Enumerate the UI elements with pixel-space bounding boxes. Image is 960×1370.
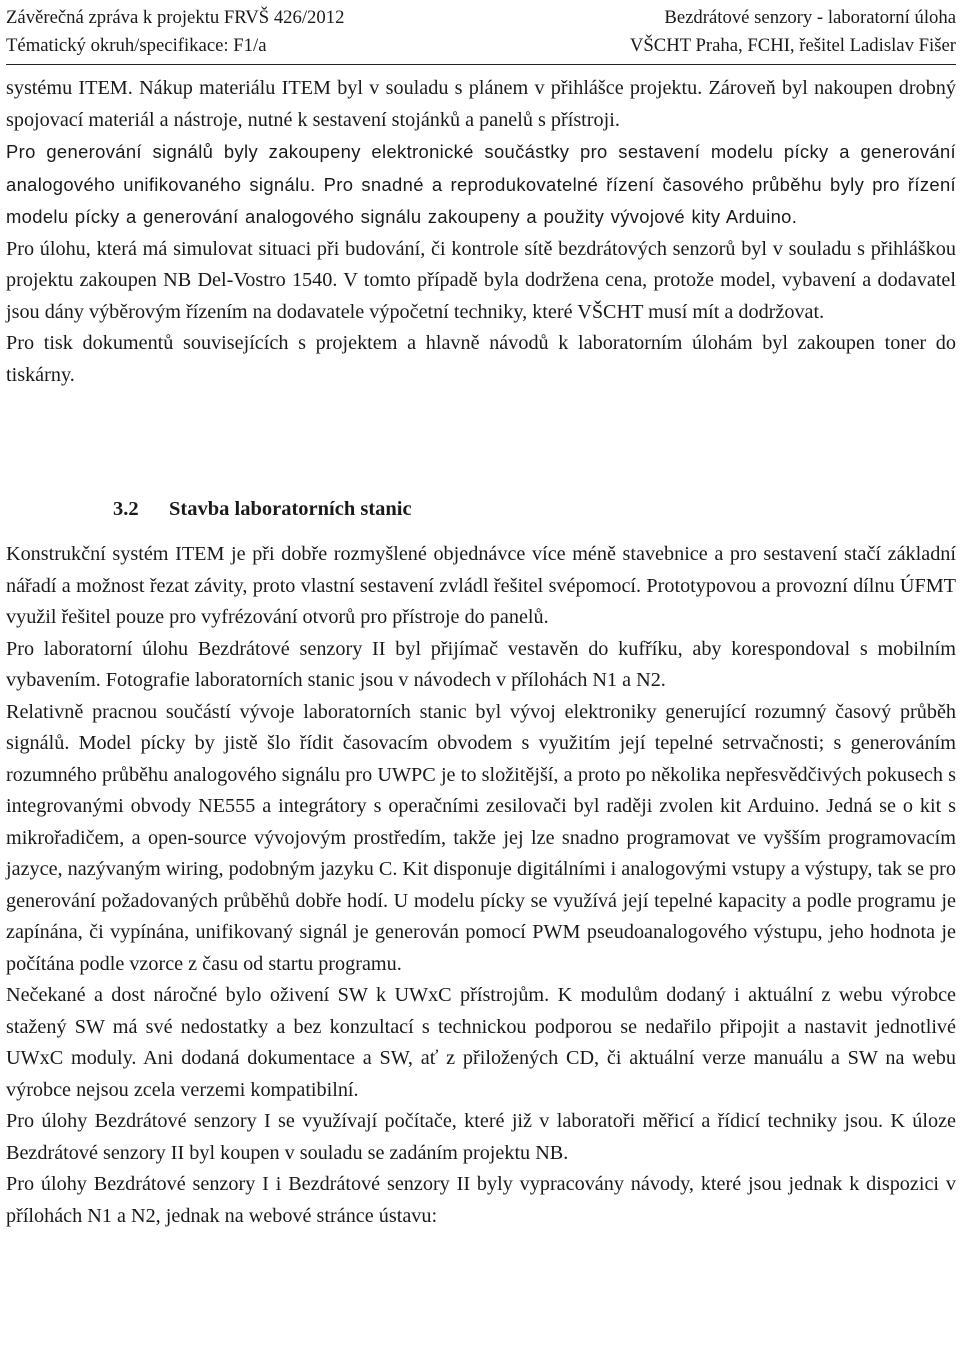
body-paragraph-3: Relativně pracnou součástí vývoje laboratorních stanic byl vývoj elektroniky generující rozumný časový průběh signálů. Model pícky by jistě šlo řídit časovacím obvodem s využitím její tepelné setrvačnosti; s generováním rozumného průběhu analogového signálu pro UWPC je to složitější, a proto po několika nepřesvědčivých pokusech s integrovanými obvody NE555 a integrátory s operačními zesilovači byl raději zvolen kit Arduino. Jedná se o kit s mikrořadičem, a open-source vývojovým prostředím, takže jej lze snadno programovat ve vyšším programovacím jazyce, nazývaným wiring, podobným jazyku C. Kit disponuje digitálními i analogovými vstupy a výstupy, tak se pro generování požadovaných průběhů dobře hodí. U modelu pícky se využívá její tepelné kapacity a podle programu je zapínána, či vypínána, unifikovaný signál je generován pomocí PWM pseudoanalogového výstupu, jeho hodnota je počítána podle vzorce z času od startu programu. xyxy=(6,700,956,975)
intro-text xyxy=(6,73,956,391)
intro-paragraph-3-b: V tomto případě byla dodržena cena, protože model, vybavení a dodavatel jsou dány výběrovým řízením na dodavatele výpočetní techniky, které VŠCHT musí mít a dodržovat. xyxy=(6,269,957,323)
intro-paragraph-3 xyxy=(6,234,956,329)
body-paragraph-6: Pro úlohy Bezdrátové senzory I i Bezdrátové senzory II byly vypracovány návody, které jsou jednak k dispozici v přílohách N1 a N2, jednak na webové stránce ústavu: xyxy=(6,1173,956,1227)
section-heading xyxy=(113,494,412,524)
page-header xyxy=(6,4,956,64)
section-number: 3.2 xyxy=(113,498,139,520)
header-row-1 xyxy=(6,4,956,32)
header-divider xyxy=(6,64,956,65)
body-paragraph-4: Nečekané a dost náročné bylo oživení SW k UWxC přístrojům. K modulům dodaný i aktuální z webu výrobce stažený SW má své nedostatky a bez konzultací s technickou podporou se nedařilo připojit a nastavit jednotlivé UWxC moduly. Ani dodaná dokumentace a SW, ať z přiložených CD, či aktuální verze manuálu a SW na webu výrobce nejsou zcela verzemi kompatibilní. xyxy=(6,984,956,1101)
intro-paragraph-4: Pro tisk dokumentů souvisejících s projektem a hlavně návodů k laboratorním úlohám byl zakoupen toner do tiskárny. xyxy=(6,332,956,386)
section-body xyxy=(6,539,956,1232)
intro-paragraph-2 xyxy=(6,136,956,234)
body-paragraph-2: Pro laboratorní úlohu Bezdrátové senzory II byl přijímač vestavěn do kufříku, aby korespondoval s mobilním vybavením. Fotografie laboratorních stanic jsou v návodech v přílohách N1 a N2. xyxy=(6,637,956,691)
header-row-2 xyxy=(6,32,956,60)
body-paragraph-1: Konstrukční systém ITEM je při dobře rozmyšlené objednávce více méně stavebnice a pro sestavení stačí základní nářadí a možnost řezat závity, proto vlastní sestavení zvládl řešitel svépomocí. Prototypovou a provozní dílnu ÚFMT využil řešitel pouze pro vyfrézování otvorů pro přístroje do panelů. xyxy=(6,543,956,628)
header-institution: VŠCHT Praha, FCHI, řešitel Ladislav Fišer xyxy=(629,35,956,56)
intro-paragraph-3-a: Pro úlohu, která má simulovat situaci při budování, či kontrole sítě bezdrátových senzorů byl v souladu s přihláškou projektu zakoupen NB Del-Vostro 1540. xyxy=(6,237,956,291)
intro-paragraph-2-sans-cont: Pro snadné a reprodukovatelné řízení časového průběhu byly pro řízení modelu pícky a generování analogového signálu zakoupeny a použity vývojové kity Arduino. xyxy=(6,173,956,227)
body-paragraph-5: Pro úlohy Bezdrátové senzory I se využívají počítače, které již v laboratoři měřicí a řídicí techniky jsou. K úloze Bezdrátové senzory II byl koupen v souladu se zadáním projektu NB. xyxy=(6,1110,956,1164)
intro-paragraph-2-sans: Pro generování signálů byly zakoupeny elektronické součástky pro sestavení modelu pícky a generování analogového unifikovaného signálu. xyxy=(6,141,956,195)
header-topic: Tématický okruh/specifikace: F1/a xyxy=(6,35,267,56)
section-title: Stavba laboratorních stanic xyxy=(169,498,412,520)
header-project-title: Závěrečná zpráva k projektu FRVŠ 426/2012 xyxy=(6,7,345,28)
intro-paragraph-1: systému ITEM. Nákup materiálu ITEM byl v souladu s plánem v přihlášce projektu. Zároveň byl nakoupen drobný spojovací materiál a nástroje, nutné k sestavení stojánků a panelů s přístroji. xyxy=(6,77,956,131)
header-task-title: Bezdrátové senzory - laboratorní úloha xyxy=(664,7,956,28)
